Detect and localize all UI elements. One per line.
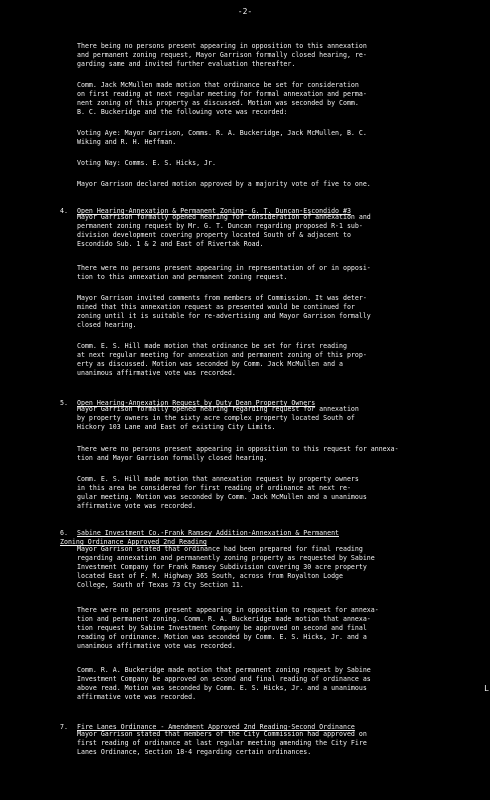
section-title: Sabine Investment Co.-Frank Ramsey Addition-Annexation & Permanent Zoning Ordinance Approved 2nd Reading [60,529,340,546]
section-number: 5. [60,399,68,407]
section-number: 7. [60,723,68,731]
paragraph-duncan-opened: Mayor Garrison formally opened hearing for consideration of annexation and permanent zoning request by Mr. G. T. Duncan regarding proposed R-1 sub- division development covering property located South of & adjacent to Escondido Sub. 1 & 2 and East of Rivertak Road. [77,213,371,248]
paragraph-sabine-zoning-motion: Comm. R. A. Buckeridge made motion that permanent zoning request by Sabine Investment Company be approved on second and final reading of ordinance as above read. Motion was seconded by Comm. E. S. Hicks, Jr. and a unanimous affirmative vote was recorded. [77,666,371,701]
section-title: Open Hearing-Annexation Request by Duty Dean Property Owners [77,399,316,407]
paragraph-motion-approved: Mayor Garrison declared motion approved by a majority vote of five to one. [77,180,371,188]
paragraph-motion-first-reading: Comm. Jack McMullen made motion that ordinance be set for consideration on first reading at next regular meeting for formal annexation and perma- nent zoning of this property as discussed. Motion was seconded by Comm. B. C. Buckeridge and the following vote was recorded: [77,81,367,116]
margin-mark: L [484,684,489,693]
paragraph-duncan-motion: Comm. E. S. Hill made motion that ordinance be set for first reading at next regular meeting for annexation and permanent zoning of this prop- erty as discussed. Motion was seconded by Comm. Jack McMullen and a unanimous affirmative vote was recorded. [77,342,367,377]
paragraph-closing-hearing: There being no persons present appearing in opposition to this annexation and permanent zoning request, Mayor Garrison formally closed hearing, re- garding same and invited further evaluation thereafter. [77,42,367,68]
paragraph-dean-no-persons: There were no persons present appearing in opposition to this request for annexa- tion and Mayor Garrison formally closed hearing. [77,445,399,462]
paragraph-dean-opened: Mayor Garrison formally opened hearing regarding request for annexation by property owners in the sixty acre complex property located South of Hickory 103 Lane and East of existing City Limits. [77,405,359,431]
section-number: 4. [60,207,68,215]
paragraph-duncan-no-persons: There were no persons present appearing in representation of or in opposi- tion to this annexation and permanent zoning request. [77,264,371,281]
section-number: 6. [60,529,68,537]
section-title: Fire Lanes Ordinance - Amendment Approved 2nd Reading-Second Ordinance [77,723,355,731]
paragraph-voting-nay: Voting Nay: Comms. E. S. Hicks, Jr. [77,159,216,167]
paragraph-voting-aye: Voting Aye: Mayor Garrison, Comms. R. A. Buckeridge, Jack McMullen, B. C. Wiking and R. H. Heffman. [77,129,367,146]
paragraph-sabine-annexation-motion: There were no persons present appearing in opposition to request for annexa- tion and permanent zoning. Comm. R. A. Buckeridge made motion that annexa- tion request by Sabine Investment Company be approved on second and final reading of ordinance. Motion was seconded by Comm. E. S. Hicks, Jr. and a unanimous affirmative vote was recorded. [77,606,379,650]
section-heading-6 [60,520,460,547]
section-title: Open Hearing-Annexation & Permanent Zoning- G. T. Duncan-Escondido #3 [77,207,351,215]
paragraph-fire-lanes: Mayor Garrison stated that members of the City Commission had approved on first reading of ordinance at last regular meeting amending the City Fire Lanes Ordinance, Section 18-4 regarding certain ordinances. [77,730,367,756]
paragraph-duncan-comments: Mayor Garrison invited comments from members of Commission. It was deter- mined that this annexation request as presented would be continued for zoning until it is suitable for re-advertising and Mayor Garrison formally closed hearing. [77,294,371,329]
paragraph-sabine-final-reading: Mayor Garrison stated that ordinance had been prepared for final reading regarding annexation and permanently zoning property as requested by Sabine Investment Company for Frank Ramsey Subdivision covering 30 acre property located East of F. M. Highway 365 South, across from Royalton Lodge College, South of Texas 73 Cty Section 11. [77,545,375,589]
paragraph-dean-motion: Comm. E. S. Hill made motion that annexation request by property owners in this area be considered for first reading of ordinance at next re- gular meeting. Motion was seconded by Comm. Jack McMullen and a unanimous affirmative vote was recorded. [77,475,367,510]
page-number: -2- [237,7,253,16]
